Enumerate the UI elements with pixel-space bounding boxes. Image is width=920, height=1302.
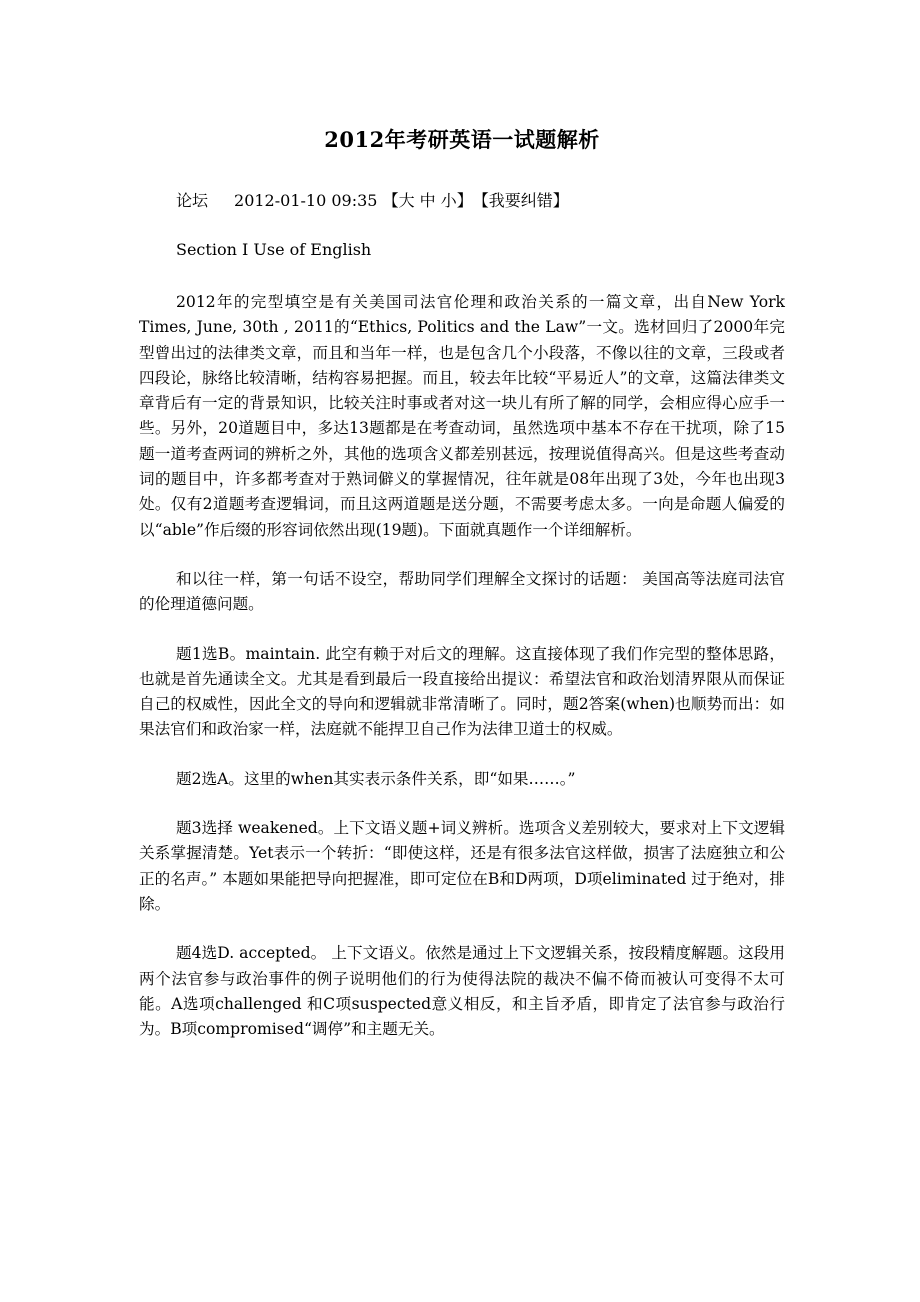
paragraph-question-4: 题4选D. accepted。 上下文语义。依然是通过上下文逻辑关系，按段精度解题。这段用两个法官参与政治事件的例子说明他们的行为使得法院的裁决不偏不倚而被认可变得不太可能。A选项challenged 和C项suspected意义相反，和主旨矛盾，即肯定了法官参与政治行为。B项compromised“调停”和主题无关。 [139,944,785,1039]
font-size-selector[interactable]: 【大 中 小】 [382,191,473,210]
article-body [139,290,785,1066]
article-title: 2012年考研英语一试题解析 [324,127,600,152]
publish-datetime: 2012-01-10 09:35 [234,191,378,210]
paragraph-question-1: 题1选B。maintain. 此空有赖于对后文的理解。这直接体现了我们作完型的整体思路，也就是首先通读全文。尤其是看到最后一段直接给出提议：希望法官和政治划清界限从而保证自己的权威性，因此全文的导向和逻辑就非常清晰了。同时，题2答案(when)也顺势而出：如果法官们和政治家一样，法庭就不能捍卫自己作为法律卫道士的权威。 [139,644,785,739]
report-error-link[interactable]: 【我要纠错】 [472,191,569,210]
article-meta [176,188,569,211]
paragraph-question-3: 题3选择 weakened。上下文语义题+词义辨析。选项含义差别较大，要求对上下文逻辑关系掌握清楚。Yet表示一个转折：“即使这样，还是有很多法官这样做，损害了法庭独立和公正的名声。” 本题如果能把导向把握准，即可定位在B和D两项，D项eliminated 过于绝对，排除。 [139,819,785,913]
paragraph-first-sentence: 和以往一样，第一句话不设空，帮助同学们理解全文探讨的话题： 美国高等法庭司法官的伦理道德问题。 [139,569,785,614]
source-label: 论坛 [176,191,209,210]
paragraph-intro: 2012年的完型填空是有关美国司法官伦理和政治关系的一篇文章，出自New York Times, June, 30th , 2011的“Ethics, Politics and the Law”一文。选材回归了2000年完型曾出过的法律类文章，而且和当年一样，也是包含几个小段落，不像以往的文章，三段或者四段论，脉络比较清晰，结构容易把握。而且，较去年比较“平易近人”的文章，这篇法律类文章背后有一定的背景知识，比较关注时事或者对这一块儿有所了解的同学，会相应得心应手一些。另外，20道题目中，多达13题都是在考查动词，虽然选项中基本不存在干扰项，除了15题一道考查两词的辨析之外，其他的选项含义都差别甚远，按理说值得高兴。但是这些考查动词的题目中，许多都考查对于熟词僻义的掌握情况，往年就是08年出现了3处，今年也出现3处。仅有2道题考查逻辑词，而且这两道题是送分题，不需要考虑太多。一向是命题人偏爱的以“able”作后缀的形容词依然出现(19题)。下面就真题作一个详细解析。 [139,293,785,539]
paragraph-question-2: 题2选A。这里的when其实表示条件关系，即“如果……。” [176,769,576,788]
section-heading: Section Ⅰ Use of English [176,240,372,259]
